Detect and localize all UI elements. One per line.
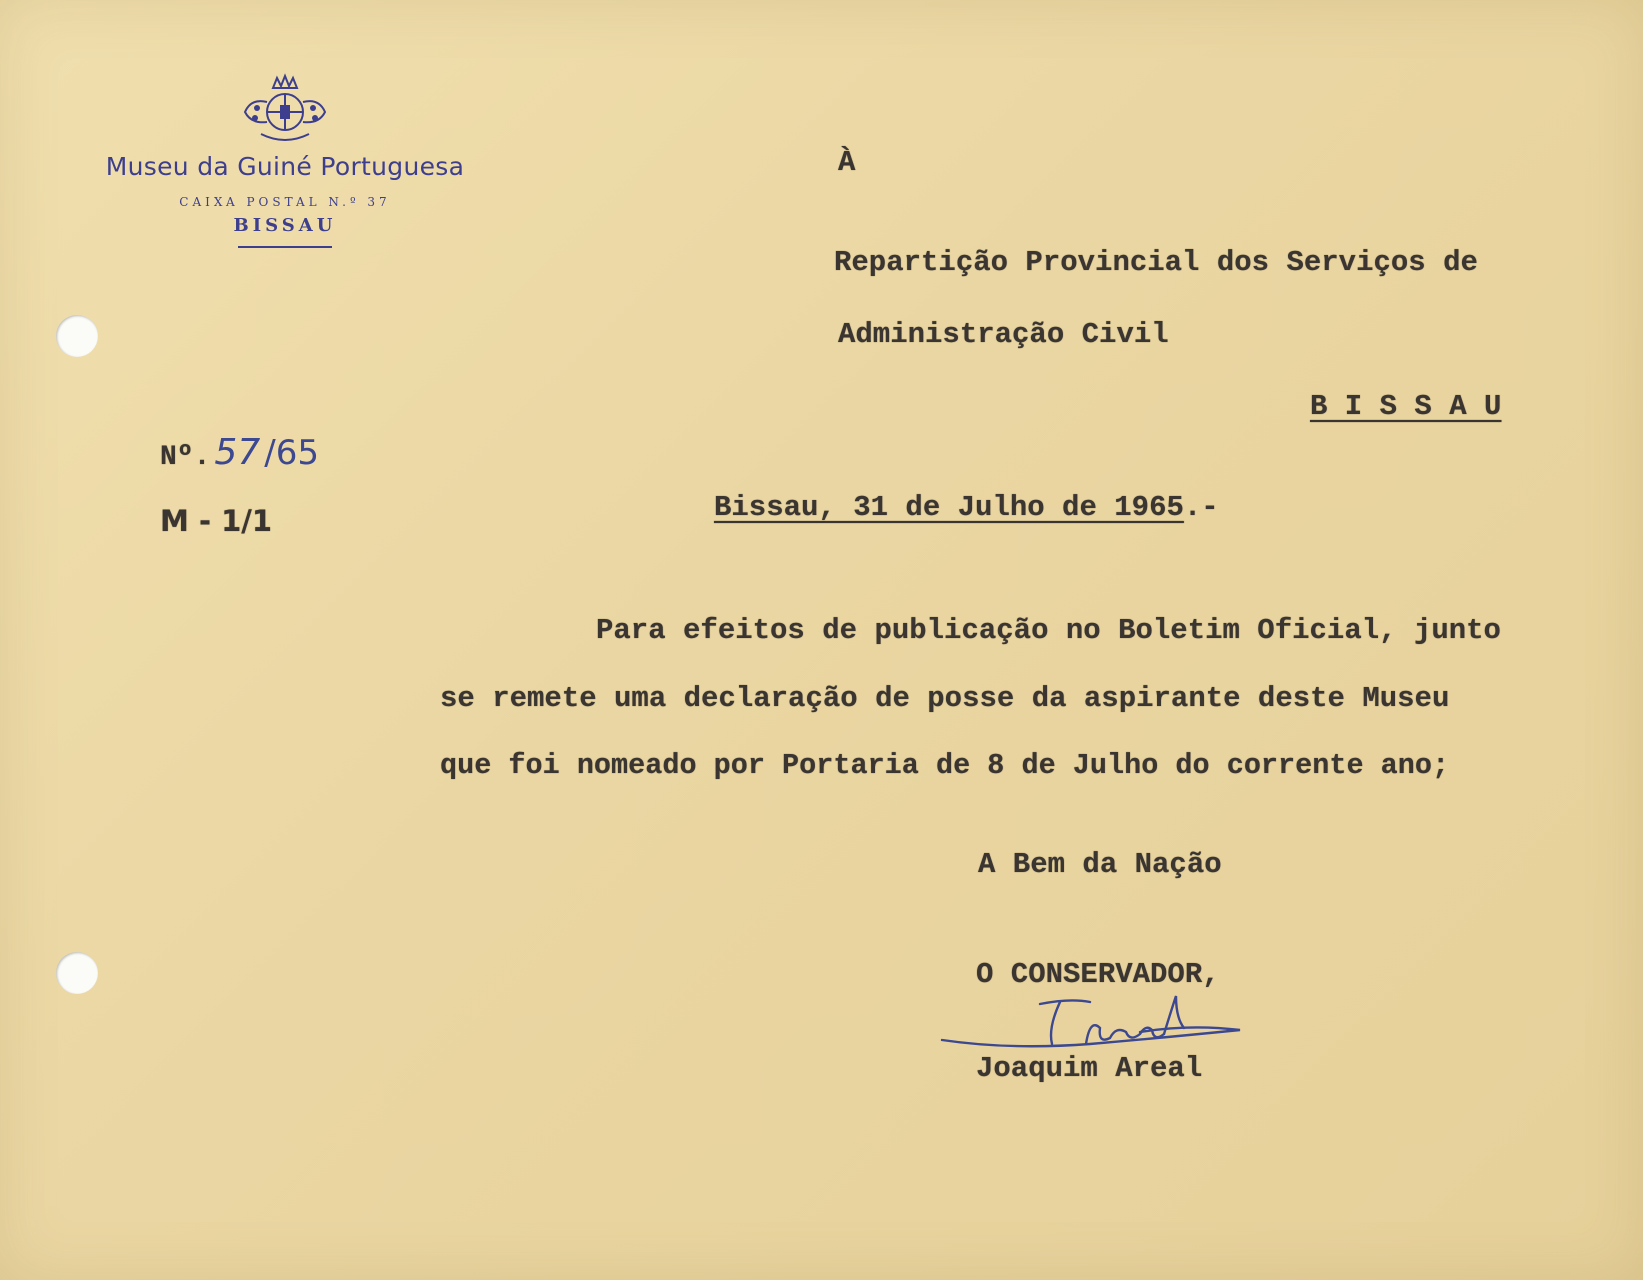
letterhead-divider <box>238 246 332 248</box>
reference-number <box>160 432 319 473</box>
reference-number-handwritten: 57 <box>214 432 261 473</box>
signatory-name: Joaquim Areal <box>976 1052 1203 1085</box>
salutation: A Bem da Nação <box>978 848 1222 881</box>
body-line-2: se remete uma declaração de posse da aspirante deste Museu <box>440 682 1450 715</box>
reference-number-label: Nº. <box>160 442 211 473</box>
punch-hole-bottom <box>56 952 98 994</box>
body-line-1: Para efeitos de publicação no Boletim Oficial, junto <box>596 614 1501 647</box>
date-text: Bissau, 31 de Julho de 1965 <box>714 491 1184 524</box>
file-code: M - 1/1 <box>160 504 273 538</box>
letterhead <box>80 72 490 248</box>
institution-name: Museu da Guiné Portuguesa <box>105 152 465 181</box>
recipient-line-2: Administração Civil <box>838 318 1169 351</box>
recipient-line-1: Repartição Provincial dos Serviços de <box>834 246 1478 279</box>
recipient-city: B I S S A U <box>1310 390 1502 423</box>
coat-of-arms-icon <box>237 72 333 148</box>
postal-box: CAIXA POSTAL N.º 37 <box>179 195 391 209</box>
letterhead-city: BISSAU <box>233 215 337 236</box>
body-line-3: que foi nomeado por Portaria de 8 de Julho do corrente ano; <box>440 749 1450 782</box>
signatory-title: O CONSERVADOR, <box>976 958 1220 991</box>
reference-number-year: /65 <box>264 433 319 473</box>
date-suffix: .- <box>1183 491 1219 524</box>
date-line <box>714 491 1219 524</box>
recipient-prefix: À <box>838 146 856 179</box>
punch-hole-top <box>56 315 98 357</box>
